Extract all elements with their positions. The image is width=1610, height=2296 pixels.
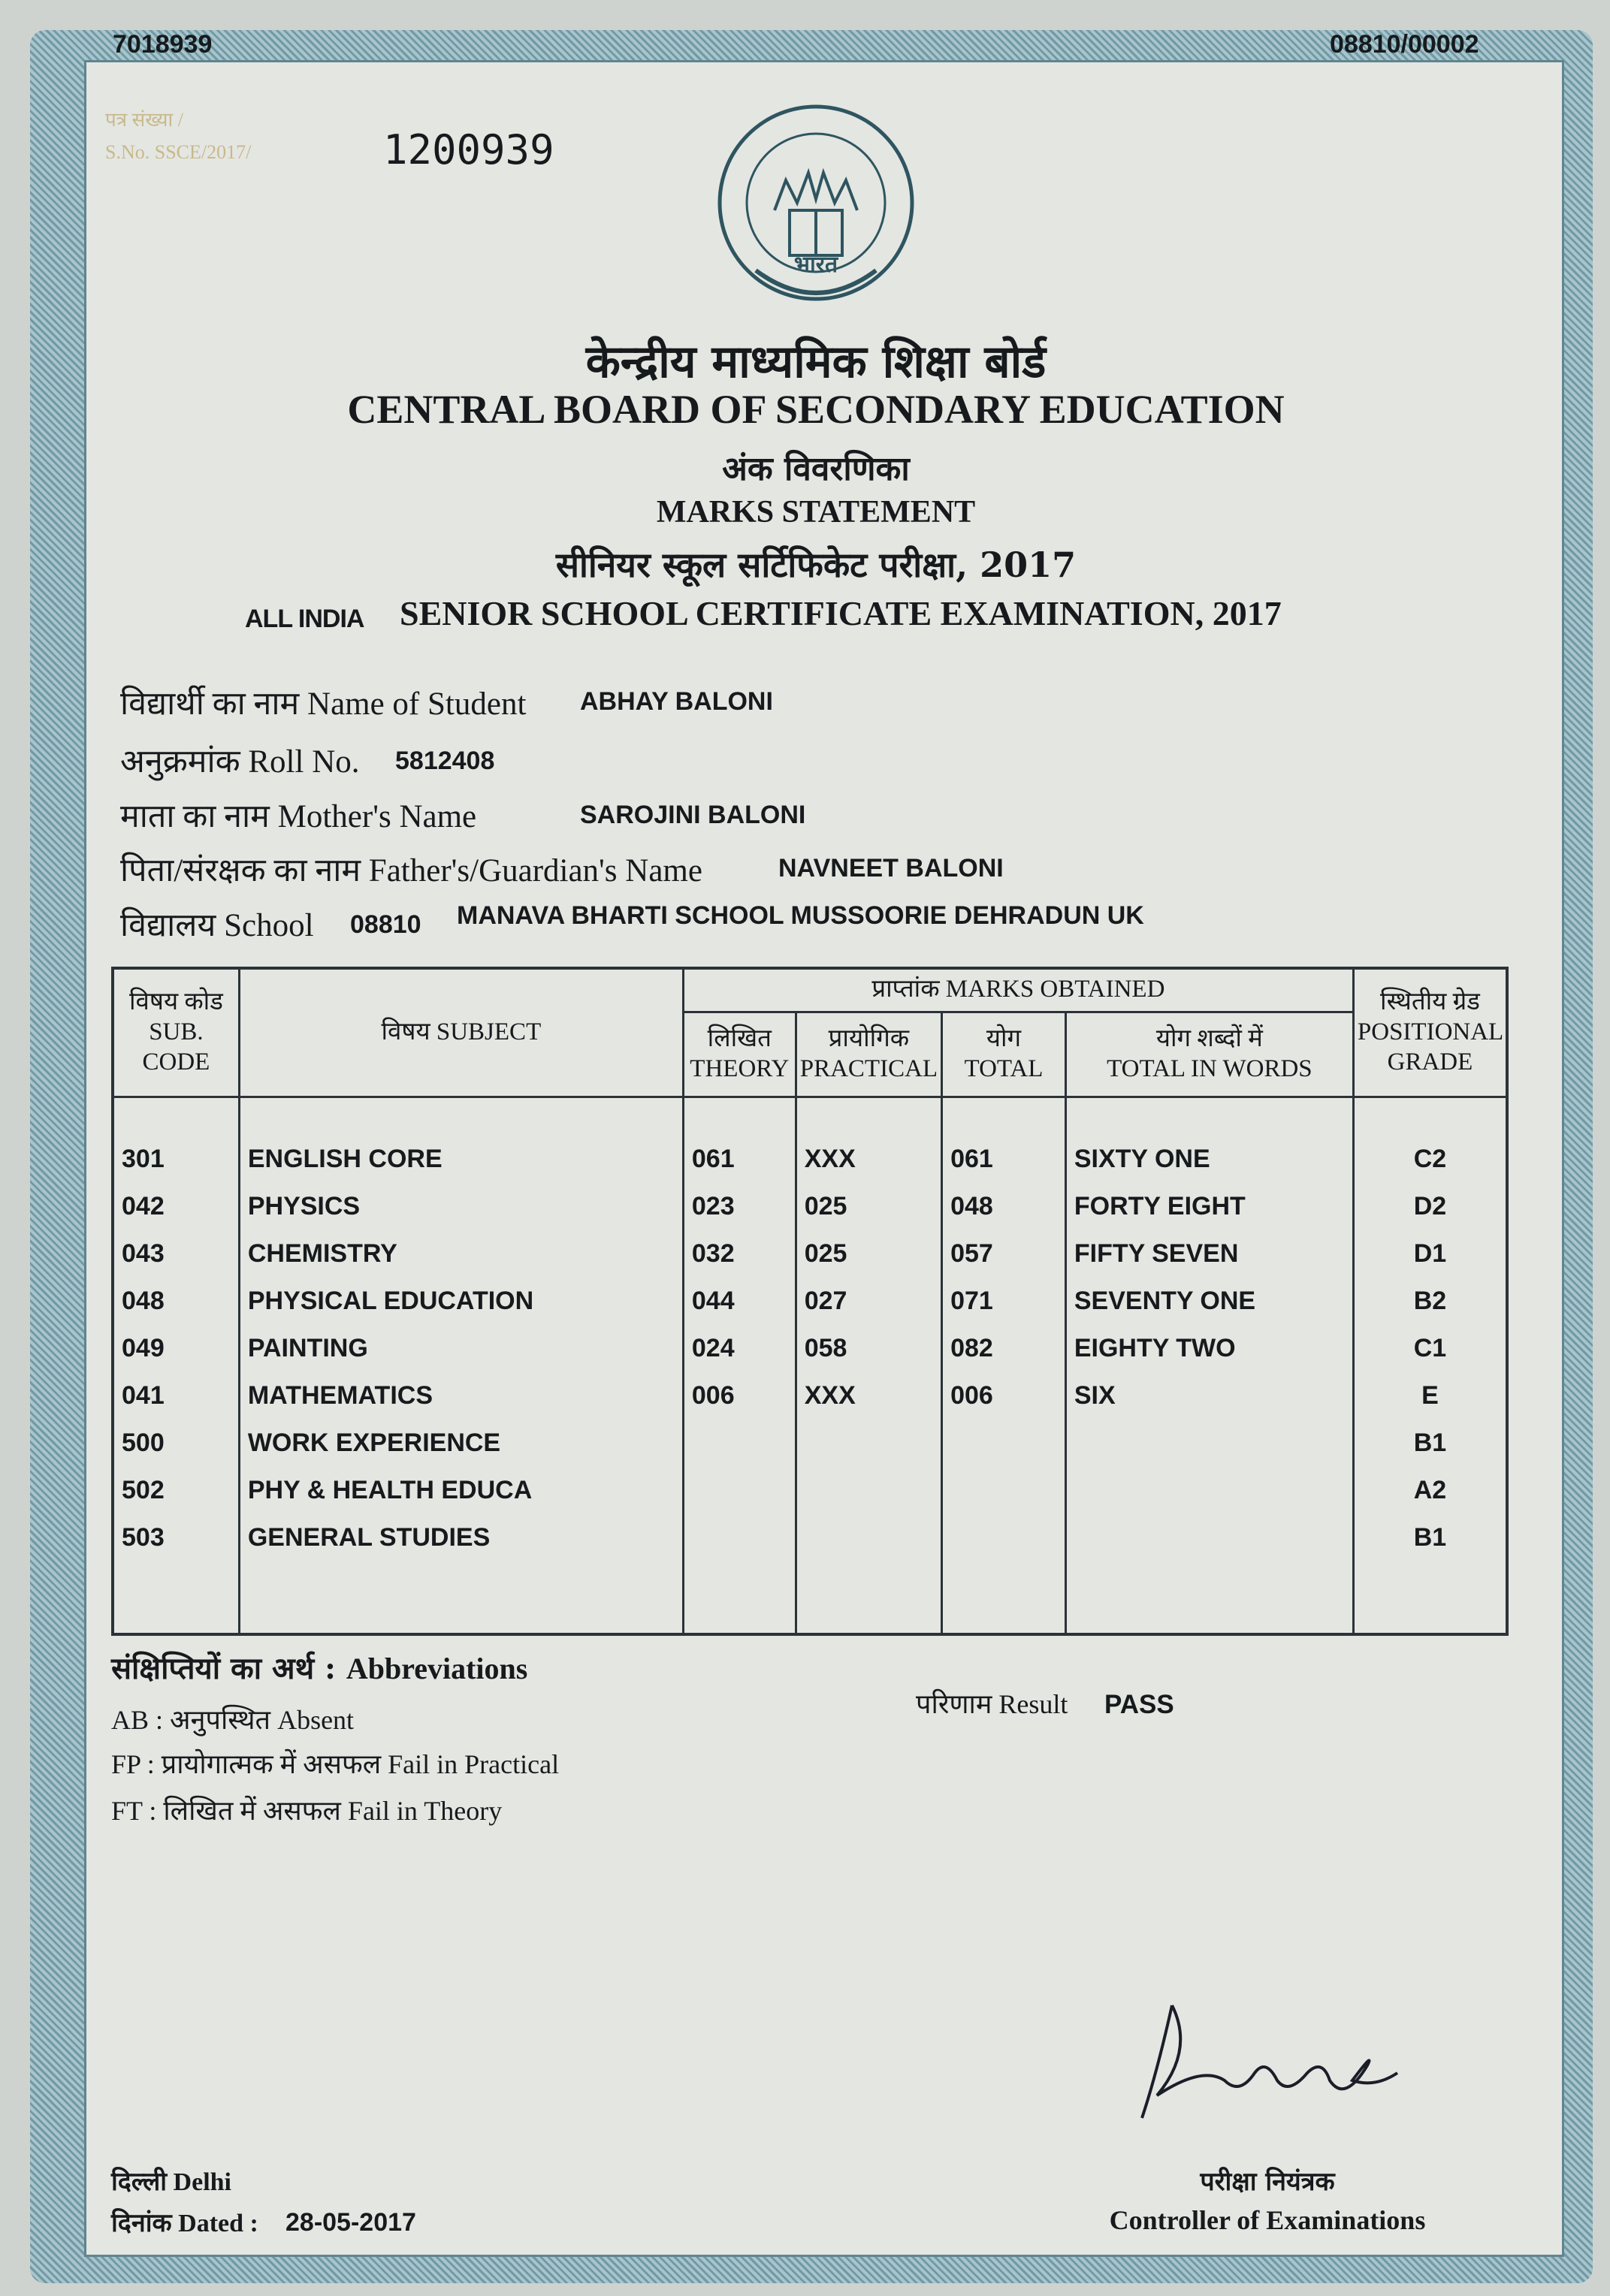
cell-grade: D2 (1413, 1191, 1447, 1220)
cell-subject: WORK EXPERIENCE (247, 1428, 501, 1457)
controller-title: Controller of Examinations (1109, 2205, 1426, 2235)
cell-theory: 032 (691, 1239, 735, 1268)
cell-subject: CHEMISTRY (247, 1239, 397, 1268)
father-label: पिता/संरक्षक का नाम Father's/Guardian's Name (120, 853, 702, 889)
cell-total: 071 (950, 1286, 993, 1315)
cell-code: 301 (122, 1144, 165, 1173)
cell-theory (692, 1467, 787, 1514)
cell-subject: MATHEMATICS (247, 1380, 433, 1410)
cell-total: 006 (950, 1380, 993, 1410)
cell-words: SIXTY ONE (1074, 1144, 1210, 1173)
cell-subject: ENGLISH CORE (247, 1144, 443, 1173)
header-theory: लिखित THEORY (683, 1012, 796, 1097)
father-name: NAVNEET BALONI (778, 854, 1004, 882)
cell-theory: 061 (691, 1144, 735, 1173)
cell-words: EIGHTY TWO (1074, 1333, 1236, 1362)
cell-grade: A2 (1413, 1475, 1447, 1504)
cell-code: 503 (122, 1522, 165, 1552)
cell-total (950, 1514, 1057, 1561)
marks-table (111, 967, 1509, 1636)
cell-code: 049 (122, 1333, 165, 1362)
cell-words: FORTY EIGHT (1074, 1191, 1246, 1220)
cell-theory: 024 (691, 1333, 735, 1362)
cell-grade: B1 (1413, 1428, 1447, 1457)
cell-practical (805, 1467, 933, 1514)
cell-practical: 025 (804, 1191, 847, 1220)
cell-subject: PHYSICAL EDUCATION (247, 1286, 534, 1315)
cell-practical: 025 (804, 1239, 847, 1268)
right-number: 08810/00002 (1330, 30, 1479, 59)
result-value: PASS (1104, 1690, 1174, 1719)
left-number: 7018939 (113, 30, 213, 59)
serial-label-en: S.No. SSCE/2017/ (105, 141, 252, 163)
cell-practical: 027 (804, 1286, 847, 1315)
cell-words (1074, 1420, 1345, 1467)
cell-words: SIX (1074, 1380, 1116, 1410)
header-subject: विषय SUBJECT (239, 968, 683, 1097)
header-total: योग TOTAL (942, 1012, 1066, 1097)
cell-subject: GENERAL STUDIES (247, 1522, 491, 1552)
statement-title-hindi: अंक विवरणिका (722, 450, 910, 488)
abbreviations-title: संक्षिप्तियों का अर्थ : Abbreviations (111, 1651, 528, 1686)
school-label: विद्यालय School (120, 908, 314, 943)
controller-title-hindi: परीक्षा नियंत्रक (1200, 2167, 1335, 2197)
exam-scope: ALL INDIA (245, 605, 364, 633)
cell-total: 057 (950, 1239, 993, 1268)
school-name: MANAVA BHARTI SCHOOL MUSSOORIE DEHRADUN UK (457, 901, 1144, 930)
cell-practical: 058 (804, 1333, 847, 1362)
cell-practical: XXX (804, 1380, 856, 1410)
cell-total (950, 1467, 1057, 1514)
school-code: 08810 (350, 910, 421, 939)
header-total-words: योग शब्दों में TOTAL IN WORDS (1065, 1012, 1353, 1097)
cell-grade: C2 (1413, 1144, 1447, 1173)
logo-bottom-text: भारत (793, 252, 838, 278)
header-practical: प्रायोगिक PRACTICAL (796, 1012, 941, 1097)
cell-practical: XXX (804, 1144, 856, 1173)
cell-code: 502 (122, 1475, 165, 1504)
board-title: CENTRAL BOARD OF SECONDARY EDUCATION (347, 387, 1285, 432)
issue-date: 28-05-2017 (285, 2208, 416, 2237)
cbse-logo (711, 98, 921, 315)
cell-grade: D1 (1413, 1239, 1447, 1268)
header-grade: स्थितीय ग्रेड POSITIONAL GRADE (1353, 968, 1507, 1097)
cell-words (1074, 1514, 1345, 1561)
header-code: विषय कोड SUB. CODE (113, 968, 239, 1097)
cell-words (1074, 1467, 1345, 1514)
dated-label: दिनांक Dated : (111, 2210, 258, 2237)
cell-grade: B1 (1413, 1522, 1447, 1552)
serial-label-hi: पत्र संख्या / (105, 109, 183, 131)
statement-title: MARKS STATEMENT (656, 495, 976, 529)
cell-subject: PHY & HEALTH EDUCA (247, 1475, 533, 1504)
cell-subject: PAINTING (247, 1333, 368, 1362)
place: दिल्ली Delhi (111, 2168, 231, 2196)
cell-code: 041 (122, 1380, 165, 1410)
cell-total: 061 (950, 1144, 993, 1173)
abbreviation-fail-practical: FP : प्रायोगात्मक में असफल Fail in Practical (111, 1749, 560, 1779)
serial-number: 1200939 (383, 126, 554, 173)
cell-theory: 006 (691, 1380, 735, 1410)
roll-label: अनुक्रमांक Roll No. (120, 744, 360, 780)
cell-grade: C1 (1413, 1333, 1447, 1362)
mother-name: SAROJINI BALONI (580, 801, 806, 829)
controller-signature (1127, 1983, 1412, 2133)
header-marks: प्राप्तांक MARKS OBTAINED (683, 968, 1353, 1012)
cell-code: 042 (122, 1191, 165, 1220)
roll-number: 5812408 (395, 747, 495, 775)
table-body (113, 1097, 1507, 1634)
cell-theory (692, 1420, 787, 1467)
cell-subject: PHYSICS (247, 1191, 361, 1220)
exam-title-hindi: सीनियर स्कूल सर्टिफिकेट परीक्षा, 2017 (555, 545, 1077, 585)
cell-words: FIFTY SEVEN (1074, 1239, 1239, 1268)
cell-code: 500 (122, 1428, 165, 1457)
exam-title: SENIOR SCHOOL CERTIFICATE EXAMINATION, 2017 (400, 594, 1282, 632)
cell-practical (805, 1514, 933, 1561)
abbreviation-fail-theory: FT : लिखित में असफल Fail in Theory (111, 1796, 503, 1826)
cell-practical (805, 1420, 933, 1467)
cell-total: 082 (950, 1333, 993, 1362)
cell-grade: E (1421, 1380, 1439, 1410)
abbreviation-absent: AB : अनुपस्थित Absent (111, 1705, 355, 1735)
cell-total: 048 (950, 1191, 993, 1220)
cell-theory (692, 1514, 787, 1561)
cell-total (950, 1420, 1057, 1467)
cell-theory: 044 (691, 1286, 735, 1315)
cell-code: 043 (122, 1239, 165, 1268)
student-name: ABHAY BALONI (580, 687, 773, 716)
board-title-hindi: केन्द्रीय माध्यमिक शिक्षा बोर्ड (585, 336, 1047, 388)
cell-theory: 023 (691, 1191, 735, 1220)
cell-grade: B2 (1413, 1286, 1447, 1315)
name-label: विद्यार्थी का नाम Name of Student (120, 686, 527, 722)
result-label: परिणाम Result (916, 1689, 1068, 1719)
cell-words: SEVENTY ONE (1074, 1286, 1256, 1315)
cell-code: 048 (122, 1286, 165, 1315)
mother-label: माता का नाम Mother's Name (120, 799, 477, 834)
